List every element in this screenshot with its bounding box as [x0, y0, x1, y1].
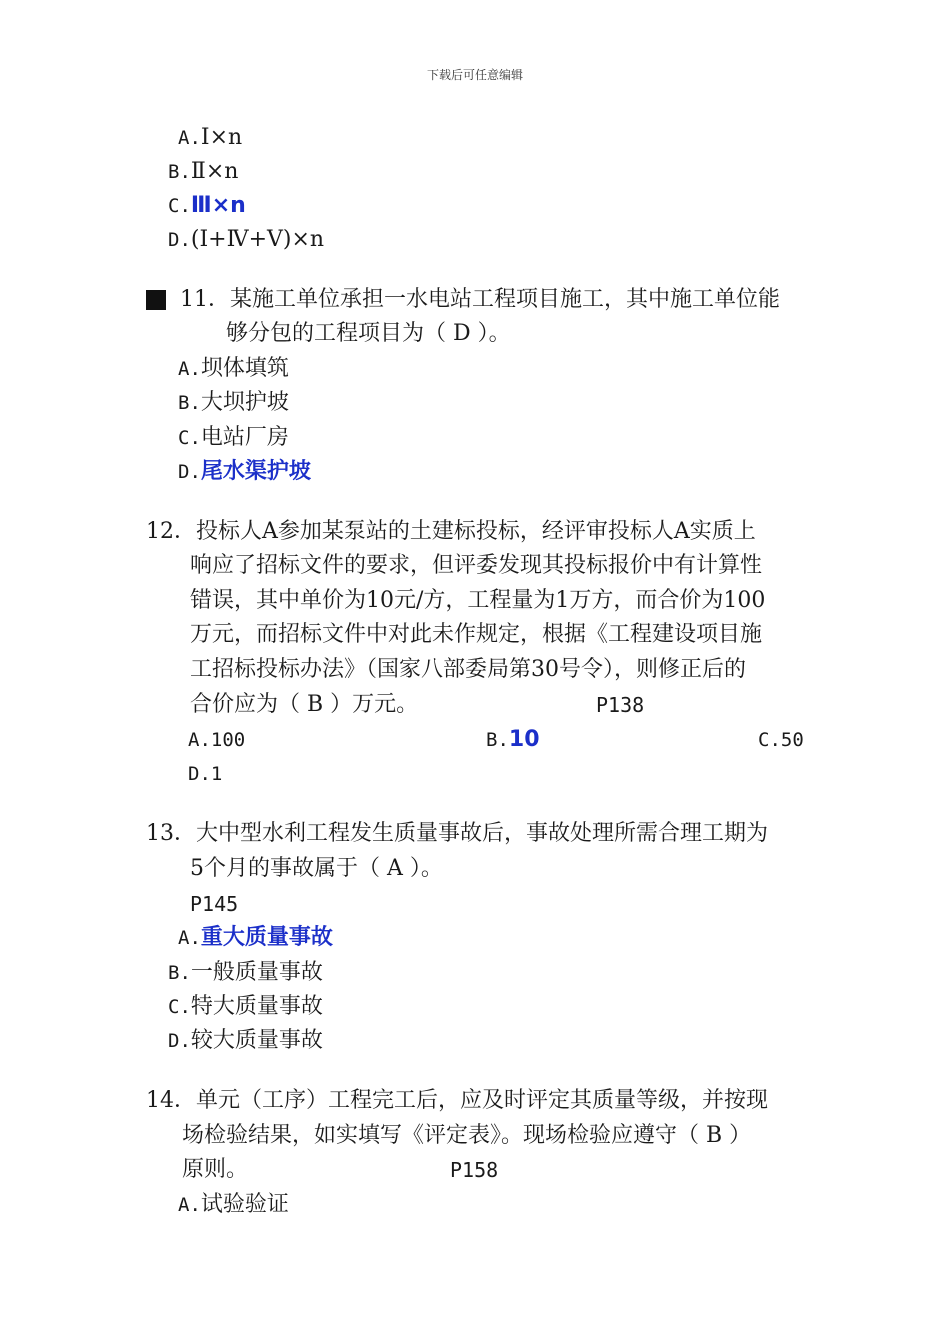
- q12-page-ref: P138: [596, 693, 645, 717]
- option-text: 100: [210, 729, 246, 751]
- option-text: 特大质量事故: [190, 994, 323, 1019]
- option-label: A.: [178, 1194, 201, 1216]
- q12-stem-line1: 12．投标人A参加某泵站的土建标投标，经评审投标人A实质上: [146, 519, 756, 544]
- q12-option-b: [486, 726, 540, 754]
- q13-stem-line1: 13．大中型水利工程发生质量事故后，事故处理所需合理工期为: [146, 821, 768, 846]
- option-label: D.: [168, 1030, 191, 1052]
- option-text: 一般质量事故: [190, 960, 323, 985]
- option-text: 坝体填筑: [200, 356, 289, 381]
- correct-answer-text: Ⅲ×n: [190, 193, 246, 218]
- q12-stem-line6: 合价应为（ B ）万元。: [190, 692, 419, 717]
- q13-option-a: [178, 924, 333, 952]
- option-text: Ⅱ×n: [190, 159, 239, 184]
- option-label: D.: [188, 763, 211, 785]
- option-label: C.: [758, 729, 781, 751]
- option-label: C.: [168, 996, 191, 1018]
- q13-option-b: [168, 959, 323, 987]
- q14-stem-line2: 场检验结果，如实填写《评定表》。现场检验应遵守（ B ）: [182, 1123, 752, 1148]
- q11-stem-line2: 够分包的工程项目为（ D ）。: [226, 321, 511, 346]
- q14-option-a: [178, 1191, 289, 1219]
- q12-stem-line5: 工招标投标办法》（国家八部委局第30号令），则修正后的: [190, 657, 746, 682]
- q14-page-ref: P158: [450, 1158, 499, 1182]
- q11-option-c: [178, 424, 289, 452]
- q10-option-b: [168, 158, 238, 186]
- q14-stem-line1: 14．单元（工序）工程完工后，应及时评定其质量等级，并按现: [146, 1088, 768, 1113]
- option-text: 1: [210, 763, 223, 785]
- q11-option-d: [178, 458, 311, 486]
- q14-stem-line3: 原则。: [182, 1157, 249, 1182]
- q12-stem-line3: 错误，其中单价为10元/方，工程量为1万方，而合价为100: [190, 588, 766, 613]
- correct-answer-text: 尾水渠护坡: [200, 459, 311, 484]
- q13-page-ref: P145: [190, 892, 239, 916]
- q12-stem-line2: 响应了招标文件的要求，但评委发现其投标报价中有计算性: [190, 553, 763, 578]
- option-label: C.: [178, 427, 201, 449]
- q11-stem-line1: 11．某施工单位承担一水电站工程项目施工，其中施工单位能: [180, 287, 780, 312]
- option-label: A.: [178, 127, 201, 149]
- option-label: D.: [178, 461, 201, 483]
- q12-option-a: [188, 726, 245, 754]
- option-text: 50: [780, 729, 804, 751]
- q13-stem-line2: 5个月的事故属于（ A ）。: [190, 856, 443, 881]
- option-label: B.: [168, 161, 191, 183]
- option-text: 电站厂房: [200, 425, 289, 450]
- option-label: C.: [168, 195, 191, 217]
- option-text: Ⅰ×n: [200, 125, 243, 150]
- q10-option-c: [168, 192, 246, 220]
- correct-answer-text: 10: [508, 727, 540, 752]
- option-label: B.: [486, 729, 509, 751]
- option-label: A.: [178, 927, 201, 949]
- q12-option-c: [758, 726, 804, 754]
- option-text: 试验验证: [200, 1192, 289, 1217]
- q10-option-d: [168, 226, 324, 254]
- q11-option-a: [178, 355, 289, 383]
- question-bullet-icon: [146, 290, 166, 310]
- q13-option-d: [168, 1027, 323, 1055]
- option-text: 大坝护坡: [200, 390, 289, 415]
- option-label: B.: [178, 392, 201, 414]
- q12-stem-line4: 万元，而招标文件中对此未作规定，根据《工程建设项目施: [190, 622, 763, 647]
- option-label: A.: [188, 729, 211, 751]
- q12-option-d: [188, 760, 222, 788]
- page-header: 下载后可任意编辑: [426, 68, 523, 82]
- q10-option-a: [178, 124, 242, 152]
- option-label: A.: [178, 358, 201, 380]
- option-label: D.: [168, 229, 191, 251]
- q13-option-c: [168, 993, 323, 1021]
- option-label: B.: [168, 962, 191, 984]
- option-text: 较大质量事故: [190, 1028, 323, 1053]
- q11-option-b: [178, 389, 289, 417]
- correct-answer-text: 重大质量事故: [200, 925, 333, 950]
- option-text: (Ⅰ+Ⅳ+Ⅴ)×n: [190, 227, 325, 252]
